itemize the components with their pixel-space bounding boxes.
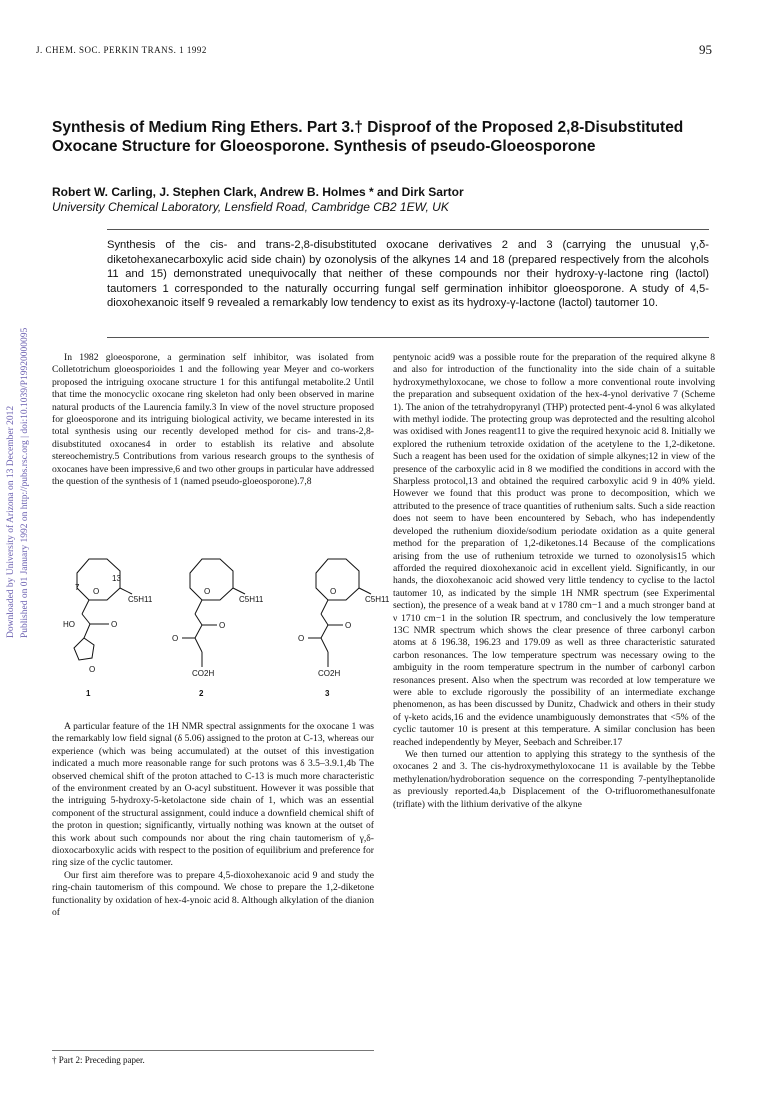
- acid-label: CO2H: [192, 669, 215, 678]
- lactone-ring: [74, 638, 94, 660]
- abstract: Synthesis of the cis- and trans-2,8-disubstituted oxocane derivatives 2 and 3 (carrying the unusual γ,δ-diketohexanecarboxylic acid side chain) by ozonolysis of the alkynes 14 and 18 (prepared respectively from the alcohols 11 and 15) demonstrated unequivocally that neither of these compounds nor their hydroxy-γ-lactone ring (lactol) tautomers 1 corresponded to the naturally occurring fungal self germination inhibitor gloeosporone. A study of 4,5-dioxohexanoic itself 9 revealed a remarkably low tendency to exist as its hydroxy-γ-lactone (lactol) tautomer 10.: [107, 239, 709, 310]
- body-paragraph: We then turned our attention to applying this strategy to the synthesis of the oxocanes 2 and 3. The cis-hydroxymethyloxocane 11 is available by the Tebbe methylenation/hydroboration sequence on the corresponding 7-pentylheptanolide as previously reported.4a,b Displacement of the O-trifluoromethanesulfonate (triflate) with the lithium derivative of the alkyne: [393, 749, 715, 810]
- acid-label: CO2H: [318, 669, 341, 678]
- bond: [82, 600, 89, 614]
- sidebar-download-line[interactable]: Downloaded by University of Arizona on 13 December 2012: [6, 405, 16, 638]
- bond: [321, 625, 328, 638]
- body-paragraph: Our first aim therefore was to prepare 4,5-dioxohexanoic acid 9 and study the ring-chain tautomerism of this compound. We chose to prepare the 1,2-diketone functionality by oxidation of hex-4-ynoic acid 8. Although alkylation of the dianion of: [52, 869, 374, 919]
- compound-label-3: 3: [325, 689, 330, 698]
- carbonyl-o-label: O: [298, 634, 305, 643]
- hydroxy-label: HO: [63, 620, 75, 629]
- journal-header: J. CHEM. SOC. PERKIN TRANS. 1 1992: [36, 45, 207, 55]
- locant-label: 13: [112, 574, 121, 583]
- body-paragraph: pentynoic acid9 was a possible route for the preparation of the required alkyne 8 and also for introduction of the functionality into the side chain of a suitable hydroxymethyloxocane, we chose to follow a more conventional route involving the preparation and subsequent oxidation of the hex-4-ynol derivative 7 (Scheme 1). The anion of the tetrahydropyranyl (THP) protected pent-4-ynol 6 was alkylated with methyl iodide. The protecting group was deprotected and the resulting alcohol was oxidised with Jones reagent11 to give the required hexynoic acid 8. Initially we explored the ruthenium tetroxide oxidation of the acetylene to the 1,2-diketone. Such a reagent has been used for the oxidation of simple alkynes;12 in view of the presence of the carboxylic acid in 8 we modified the conditions in accord with the Sharpless protocol,13 and obtained the required carboxylic acid 9 in 40% yield. However we found that this product was prone to decomposition, which we attributed to the presence of trace quantities of ruthenium salts. Such a side reaction does not seem to have been encountered by Sebach, who has independently developed the ruthenium dioxide/sodium periodate oxidation as a quite general method for the preparation of 1,2-diketones.14 Because of the complications arising from the use of ruthenium tetroxide we turned to ozonolysis15 which afforded the required dioxohexanoic acid in excellent yield. Significantly, in our hands, the dioxohexanoic acid showed very little tendency to cyclise to the lactol tautomer 10, as indicated by the simple 1H NMR spectrum (see Experimental section), the presence of a weak band at ν 1780 cm−1 and a much stronger band at ν 1710 cm−1 in the solution IR spectrum, and conclusively the low temperature 13C NMR spectrum which shows the clear presence of three carbonyl carbon atoms at δ 196.38, 196.23 and 179.09 as well as three characteristic saturated carbon resonances. The low temperature spectrum was necessary owing to the ambiguity in the room temperature spectrum in the number of carbonyl carbon resonances present. Also when the spectrum was recorded at low temperature we were able to exclude rigorously the possibility of an intermediate exchange phenomenon, as has been discussed by Dunitz, Chadwick and others in their study of γ-keto acids,16 and the evidence unambiguously demonstrates that <5% of the cyclic tautomer 10 is present at this temperature. A similar conclusion has been reached independently by Meyer, Seebach and Schreiber.17: [393, 352, 716, 748]
- download-sidebar: [6, 258, 30, 638]
- left-column-bottom: [52, 721, 374, 920]
- bond: [195, 600, 202, 614]
- sidebar-doi-line[interactable]: Published on 01 January 1992 on http://pubs.rsc.org | doi:10.1039/P19920000095: [20, 327, 30, 638]
- ring-oxygen-label: O: [204, 587, 211, 596]
- bond: [195, 614, 202, 625]
- page-number: 95: [699, 42, 712, 57]
- carbonyl-o-label: O: [345, 621, 352, 630]
- bond: [195, 638, 202, 652]
- body-paragraph: In 1982 gloeosporone, a germination self inhibitor, was isolated from Colletotrichum gloeosporioides 1 and the following year Meyer and co-workers proposed the intriguing oxocane structure 1 for this antifungal metabolite.2 Until that time the monocyclic oxocane ring skeleton had only been observed in marine natural products of the Laurencia family.3 In view of the novel structure proposed for gloeosporone and its intriguing biological activity, we became interested in its total synthesis using our recently developed method for cis- and trans-2,8-disubstituted oxocanes4 in order to establish its relative and absolute stereochemistry.5 Contributions from various research groups to the synthesis of oxocanes have been impressive,6 and two other groups in particular have addressed the question of the synthesis of 1 (named pseudo-gloeosporone).7,8: [52, 352, 374, 488]
- left-column-top: [52, 352, 374, 488]
- carbonyl-o-label: O: [172, 634, 179, 643]
- bond: [120, 588, 132, 594]
- abstract-divider: [107, 337, 709, 338]
- oxocane-ring-3: [316, 559, 359, 600]
- footnote: † Part 2: Preceding paper.: [52, 1050, 374, 1065]
- bond: [321, 600, 328, 614]
- compound-label-2: 2: [199, 689, 204, 698]
- lactone-o-label: O: [89, 665, 96, 674]
- bond: [84, 624, 90, 638]
- article-title: Synthesis of Medium Ring Ethers. Part 3.† Disproof of the Proposed 2,8-Disubstituted Oxocane Structure for Gloeosporone. Synthesis of pseudo-Gloeosporone: [52, 119, 684, 155]
- top-divider: [107, 229, 709, 230]
- locant-label: 7: [75, 583, 80, 592]
- oxocane-ring-2: [190, 559, 233, 600]
- ring-oxygen-label: O: [93, 587, 100, 596]
- bond: [321, 638, 328, 652]
- article-affiliation: University Chemical Laboratory, Lensfield Road, Cambridge CB2 1EW, UK: [52, 200, 449, 214]
- compound-label-1: 1: [86, 689, 91, 698]
- right-column: [393, 352, 715, 811]
- body-paragraph: A particular feature of the 1H NMR spectral assignments for the oxocane 1 was the remarkably low field signal (δ 5.06) assigned to the proton at C-13, whereas our experience (which was being accumulated) at the outset of this investigation indicated a much more reasonable range for such protons was δ 3.5–3.9.1,4b The observed chemical shift of the proton attached to C-13 is much more characteristic of the environment created by an O-acyl substituent. However it was possible that the intriguing 5-hydroxy-5-ketolactone side chain of 1, which was an essential component of the structural assignment, could induce a downfield chemical shift of the proton in question; significantly, virtually nothing was known at the outset of this work about such compounds nor about the ring chain tautomerism of γ,δ-dioxocarboxylic acids with respect to the position of equilibrium and preference for ring size of the cyclic tautomer.: [52, 721, 374, 869]
- pentyl-label: C5H11: [239, 595, 264, 604]
- ring-oxygen-label: O: [330, 587, 337, 596]
- pentyl-label: C5H11: [365, 595, 390, 604]
- pentyl-label: C5H11: [128, 595, 153, 604]
- structure-scheme: [52, 550, 390, 712]
- bond: [321, 614, 328, 625]
- bond: [233, 588, 245, 594]
- bond: [82, 614, 90, 624]
- bond: [359, 588, 371, 594]
- carbonyl-o-label: O: [219, 621, 226, 630]
- bond: [195, 625, 202, 638]
- carbonyl-o-label: O: [111, 620, 118, 629]
- article-authors: Robert W. Carling, J. Stephen Clark, Andrew B. Holmes * and Dirk Sartor: [52, 185, 464, 199]
